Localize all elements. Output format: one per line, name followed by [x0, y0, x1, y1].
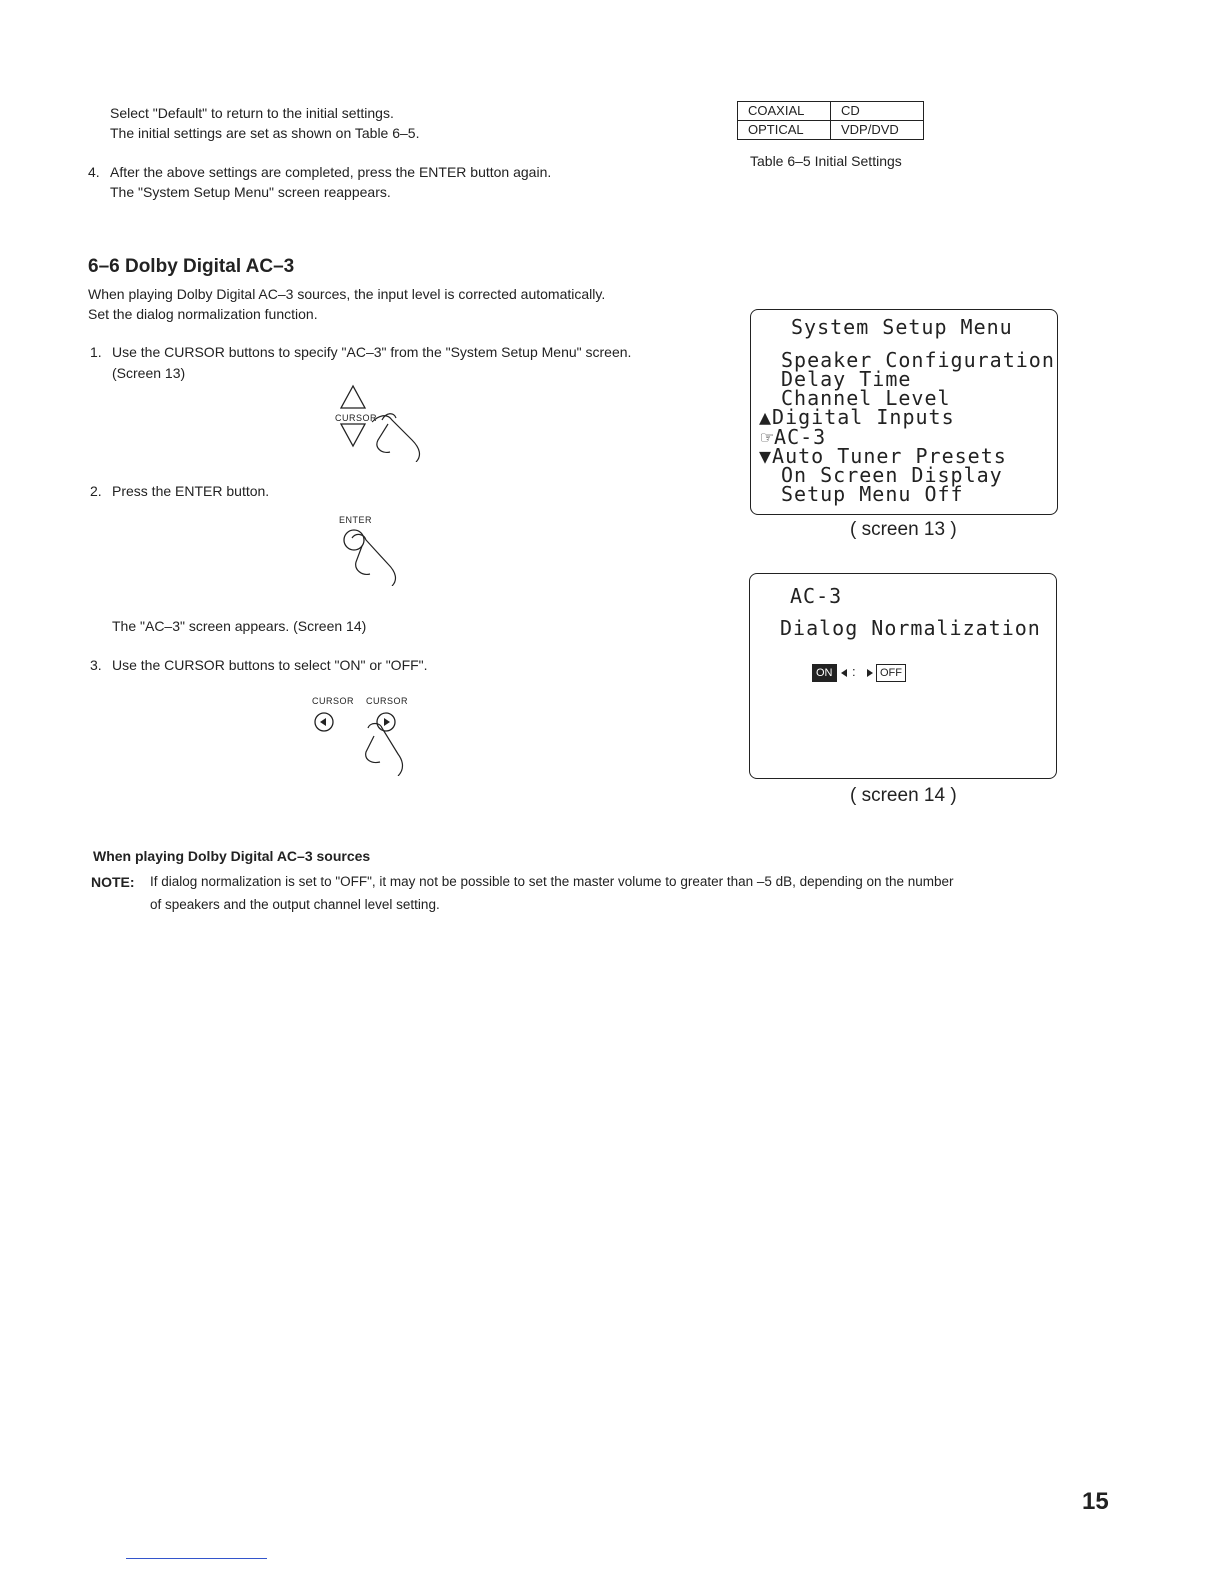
step-4-number: 4. — [88, 164, 100, 180]
enter-button — [336, 514, 416, 584]
section-intro-1: When playing Dolby Digital AC–3 sources, the input level is corrected automatically. — [88, 286, 606, 302]
screen-13-item-selected: ☞AC-3 — [761, 425, 827, 449]
step-1-number: 1. — [90, 344, 102, 360]
step-1-line-1: Use the CURSOR buttons to specify "AC–3" from the "System Setup Menu" screen. — [112, 344, 632, 360]
step-4-line-2: The "System Setup Menu" screen reappears. — [110, 184, 391, 200]
screen-13-panel — [750, 309, 1058, 515]
table-caption: Table 6–5 Initial Settings — [750, 153, 902, 169]
page-number: 15 — [1082, 1488, 1109, 1515]
option-separator: : — [852, 664, 856, 679]
step-1-line-2: (Screen 13) — [112, 365, 186, 381]
initial-settings-table — [737, 101, 924, 140]
note-line-2: of speakers and the output channel level setting. — [150, 897, 440, 912]
cursor-up-down-buttons — [330, 382, 440, 462]
left-arrow-icon — [840, 668, 848, 678]
step-3-line-1: Use the CURSOR buttons to select "ON" or "OFF". — [112, 657, 428, 673]
note-heading: When playing Dolby Digital AC–3 sources — [93, 848, 371, 864]
section-intro-2: Set the dialog normalization function. — [88, 306, 318, 322]
screen-13-item: Channel Level — [781, 386, 951, 410]
screen-13-item: Speaker Configuration — [781, 348, 1055, 372]
on-option-selected: ON — [812, 664, 837, 682]
intro-line-2: The initial settings are set as shown on Table 6–5. — [110, 125, 420, 141]
table-row — [738, 102, 924, 121]
off-option: OFF — [876, 664, 906, 682]
screen-14-caption: ( screen 14 ) — [850, 785, 957, 806]
step-4-line-1: After the above settings are completed, press the ENTER button again. — [110, 164, 552, 180]
step-2-number: 2. — [90, 483, 102, 499]
cursor-right-label: CURSOR — [366, 696, 409, 706]
screen-13-item: Delay Time — [781, 367, 912, 391]
right-arrow-icon — [866, 668, 874, 678]
table-cell: CD — [831, 102, 924, 121]
screen-13-item: ▲Digital Inputs — [759, 405, 955, 429]
table-cell: COAXIAL — [738, 102, 831, 121]
cursor-label: CURSOR — [335, 413, 378, 423]
step-2-line-1: Press the ENTER button. — [112, 483, 270, 499]
cursor-left-label: CURSOR — [312, 696, 355, 706]
cursor-left-right-icon — [310, 710, 420, 776]
note-label: NOTE: — [91, 874, 135, 890]
step-3-number: 3. — [90, 657, 102, 673]
table-cell: VDP/DVD — [831, 121, 924, 140]
section-heading: 6–6 Dolby Digital AC–3 — [88, 256, 295, 277]
screen-14-panel — [749, 573, 1057, 779]
screen-14-title: AC-3 — [790, 584, 843, 608]
enter-icon — [336, 526, 416, 586]
screen-13-item: ▼Auto Tuner Presets — [759, 444, 1007, 468]
bottom-rule — [126, 1558, 267, 1559]
screen-13-caption: ( screen 13 ) — [850, 519, 957, 540]
enter-label: ENTER — [339, 515, 373, 525]
screen-13-item: Setup Menu Off — [781, 482, 964, 506]
table-row — [738, 121, 924, 140]
intro-line-1: Select "Default" to return to the initial settings. — [110, 105, 394, 121]
screen-appears-text: The "AC–3" screen appears. (Screen 14) — [112, 618, 367, 634]
screen-13-item: On Screen Display — [781, 463, 1003, 487]
screen-14-subtitle: Dialog Normalization — [780, 616, 1041, 640]
note-line-1: If dialog normalization is set to "OFF", it may not be possible to set the master volume to greater than –5 dB, depending on the number — [150, 874, 954, 889]
screen-13-title: System Setup Menu — [791, 315, 1013, 339]
cursor-left-right-buttons — [310, 696, 420, 776]
table-cell: OPTICAL — [738, 121, 831, 140]
